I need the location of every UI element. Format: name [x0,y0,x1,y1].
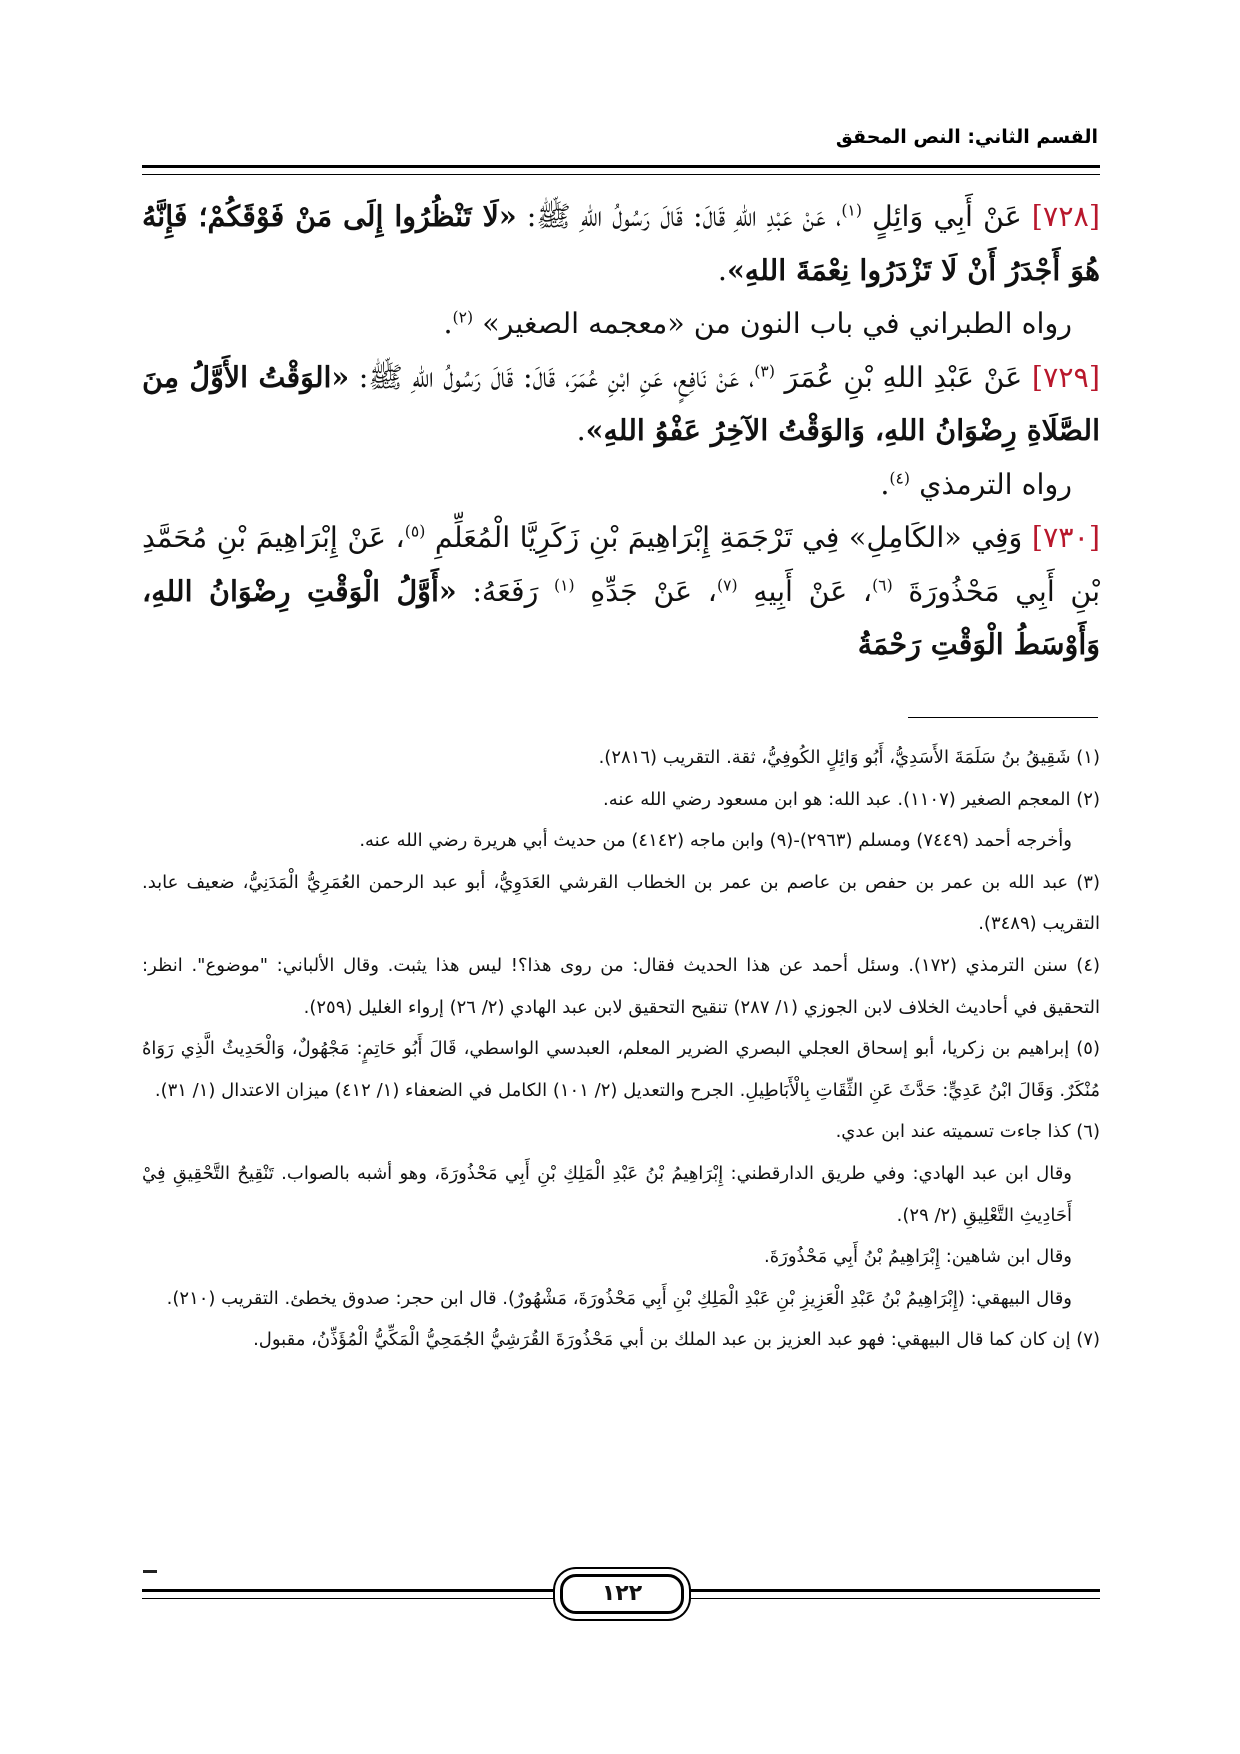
hadith-quote: «لَا تَنْظُرُوا إِلَى مَنْ فَوْقَكُمْ؛ فَإِنَّهُ هُوَ أَجْدَرُ أَنْ لَا تَزْدَرُوا نِعْمَةَ اللهِ» [142,199,1100,287]
footnote-ref: (٣) [754,361,775,380]
footnote-6: (٦) كذا جاءت تسميته عند ابن عدي. [835,1121,1100,1143]
punctuation: . [717,253,727,287]
footnote-ref: (١) [841,200,862,220]
hadith-730 [142,511,1100,672]
footnote-ref: (٧) [716,575,738,594]
footnote-4: (٤) سنن الترمذي (١٧٢). وسئل أحمد عن هذا الحديث فقال: من روى هذا؟! ليس هذا يثبت. وقال الألباني: "موضوع". انظر: التحقيق في أحاديث الخلاف لابن الجوزي (١/ ٢٨٧) تنقيح التحقيق لابن عبد الهادي (٢/ ٢٦) إرواء الغليل (٢٥٩). [142,954,1101,1018]
footnote-2: (٢) المعجم الصغير (١١٠٧). عبد الله: هو ابن مسعود رضي الله عنه. [602,788,1100,810]
punctuation: . [576,414,586,447]
main-text [142,190,1100,672]
footnote-ref: (١) [553,575,575,594]
footnote-5: (٥) إبراهيم بن زكريا، أبو إسحاق العجلي البصري الضرير المعلم، العبدسي الواسطي، قَالَ أَبُو حَاتِمٍ: مَجْهُولٌ، وَالْحَدِيثُ الَّذِي رَوَاهُ مُنْكَرٌ. وَقَالَ ابْنُ عَدِيٍّ: حَدَّثَ عَنِ الثِّقَاتِ بِالْأَبَاطِيلِ. الجرح والتعديل (٢/ ١٠١) الكامل في الضعفاء (١/ ٤١٢) ميزان الاعتدال (١/ ٣١). [142,1038,1100,1101]
source-text: رواه الطبراني في باب النون من «معجمه الصغير» [473,307,1072,340]
footnote-6-continuation: وقال ابن عبد الهادي: وفي طريق الدارقطني: إِبْرَاهِيمُ بْنُ عَبْدِ الْمَلِكِ بْنِ أَبِي مَحْذُورَةَ، وهو أشبه بالصواب. تَنْقِيحُ التَّحْقِيقِ فِيْ أَحَادِيثِ التَّعْلِيقِ (٢/ ٢٩). [142,1162,1072,1226]
hadith-728 [142,190,1100,297]
hadith-chain: ، عَنْ أَبِيهِ [737,574,873,608]
running-header-title: القسم الثاني: النص المحقق [835,126,1098,148]
hadith-729 [142,351,1100,458]
hadith-chain: ، عَنْ نَافِعٍ، عَنِ ابْنِ عُمَرَ، قَالَ: قَالَ رَسُولُ اللهِ ﷺ: [349,360,755,394]
hadith-chain: رَفَعَهُ: [456,574,554,608]
footnote-ref: (٦) [872,575,893,594]
footnotes [142,737,1100,1361]
footnote-ref: (٥) [404,521,426,541]
hadith-chain: ، عَنْ عَبْدِ اللهِ قَالَ: قَالَ رَسُولُ اللهِ ﷺ: [516,200,842,233]
hadith-quote: «أَوَّلُ الْوَقْتِ رِضْوَانُ اللهِ، وَأَوْسَطُ الْوَقْتِ رَحْمَةُ [142,573,1100,661]
footnote-1: (١) شَقِيقُ بنُ سَلَمَةَ الأَسَدِيُّ، أَبُو وَائِلٍ الكُوفِيُّ، ثقة. التقريب (٢٨١٦). [598,747,1100,768]
source-text: رواه الترمذي [910,467,1072,501]
footnote-separator [908,717,1098,718]
hadith-quote: «الوَقْتُ الأَوَّلُ مِنَ الصَّلَاةِ رِضْوَانُ اللهِ، وَالوَقْتُ الآخِرُ عَفْوُ اللهِ» [142,359,1100,447]
source-729 [142,458,1100,512]
hadith-chain: وَفِي «الكَامِلِ» فِي تَرْجَمَةِ إِبْرَاهِيمَ بْنِ زَكَرِيَّا الْمُعَلِّمِ [425,521,1032,554]
hadith-chain: عَنْ عَبْدِ اللهِ بْنِ عُمَرَ [774,360,1032,394]
page-number: ١٢٢ [560,1574,684,1614]
continuation-dash [143,1570,157,1573]
hadith-number: [٧٣٠] [1031,521,1101,554]
footnote-6-continuation: وقال البيهقي: (إِبْرَاهِيمُ بْنُ عَبْدِ الْعَزِيزِ بْنِ عَبْدِ الْمَلِكِ بْنِ أَبِي مَحْذُورَةَ، مَشْهُورٌ). قال ابن حجر: صدوق يخطئ. التقريب (٢١٠). [166,1287,1072,1309]
hadith-chain: ، عَنْ جَدِّهِ [574,574,717,608]
hadith-chain: ، عَنْ إِبْرَاهِيمَ بْنِ مُحَمَّدِ بْنِ أَبِي مَحْذُورَةَ [142,521,1101,608]
hadith-chain: عَنْ أَبِي وَائِلٍ [861,200,1032,233]
punctuation: . [443,307,453,340]
header-rule [142,165,1100,175]
footnote-3: (٣) عبد الله بن عمر بن حفص بن عاصم بن عمر بن الخطاب القرشي العَدَوِيُّ، أبو عبد الرحمن العُمَرِيُّ الْمَدَنِيُّ، ضعيف عابد. التقريب (٣٤٨٩). [142,871,1100,935]
footnote-2-continuation: وأخرجه أحمد (٧٤٤٩) ومسلم (٢٩٦٣)-(٩) وابن ماجه (٤١٤٢) من حديث أبي هريرة رضي الله عنه. [359,830,1072,852]
footnote-ref: (٢) [452,307,474,327]
footnote-6-continuation: وقال ابن شاهين: إِبْرَاهِيمُ بْنُ أَبِي مَحْذُورَةَ. [764,1246,1072,1268]
punctuation: . [880,467,890,501]
source-728 [142,297,1100,351]
hadith-number: [٧٢٩] [1031,360,1100,394]
footnote-7: (٧) إن كان كما قال البيهقي: فهو عبد العزيز بن عبد الملك بن أبي مَحْذُورَةَ القُرَشِيُّ الجُمَحِيُّ الْمَكِّيُّ الْمُؤَذِّنُ، مقبول. [253,1329,1100,1351]
hadith-number: [٧٢٨] [1031,200,1100,233]
footnote-ref: (٤) [889,468,911,487]
